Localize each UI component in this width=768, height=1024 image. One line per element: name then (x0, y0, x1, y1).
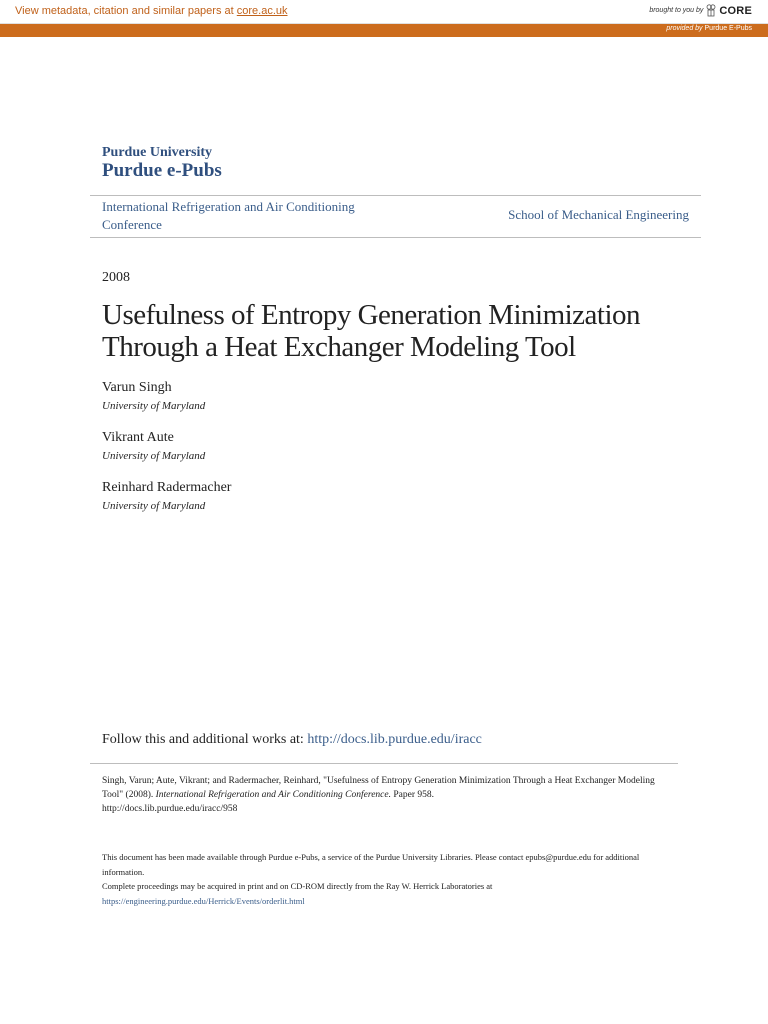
follow-link[interactable]: http://docs.lib.purdue.edu/iracc (307, 732, 482, 747)
core-banner (0, 0, 768, 24)
provided-prefix: provided by (666, 25, 703, 32)
repository-name[interactable]: Purdue e-Pubs (102, 160, 222, 181)
conference-link[interactable]: International Refrigeration and Air Conditioning Conference (102, 199, 355, 232)
core-view-text: View metadata, citation and similar papers at (15, 5, 234, 17)
notice-line-1: This document has been made available through Purdue e-Pubs, a service of the Purdue University Libraries. Please contact epubs@purdue.edu for additional information. (102, 852, 640, 877)
availability-notice (102, 850, 672, 908)
provided-source: Purdue E-Pubs (704, 25, 752, 32)
author-name: Reinhard Radermacher (102, 480, 232, 495)
citation-authors-title: Singh, Varun; Aute, Vikrant; and Radermacher, Reinhard, "Usefulness of Entropy Generation Minimization Through a Heat Exchanger Modeling Tool" (2008). (102, 776, 655, 800)
citation-paper-number: Paper 958. (393, 790, 434, 800)
brought-to-you-text: brought to you by (649, 7, 704, 14)
core-link[interactable]: core.ac.uk (236, 5, 288, 17)
author-name: Vikrant Aute (102, 430, 174, 445)
paper-title: Usefulness of Entropy Generation Minimization Through a Heat Exchanger Modeling Tool (102, 299, 641, 363)
citation-block (102, 774, 662, 816)
herrick-order-link[interactable]: https://engineering.purdue.edu/Herrick/Events/orderlit.html (102, 895, 305, 906)
department-link[interactable]: School of Mechanical Engineering (508, 207, 689, 222)
author-affiliation: University of Maryland (102, 500, 206, 512)
core-brand[interactable] (649, 4, 752, 17)
divider-bottom (90, 237, 701, 238)
author-name: Varun Singh (102, 380, 172, 395)
divider-top (90, 195, 701, 196)
author-affiliation: University of Maryland (102, 450, 206, 462)
citation-venue: International Refrigeration and Air Conditioning Conference. (155, 790, 391, 800)
core-logo-text: CORE (719, 4, 752, 17)
notice-line-2: Complete proceedings may be acquired in print and on CD-ROM directly from the Ray W. Herrick Laboratories at (102, 881, 493, 891)
core-logo-icon (706, 4, 716, 17)
follow-line (102, 732, 482, 748)
divider-citation (90, 763, 678, 764)
provided-by-text (666, 25, 752, 32)
core-provider-bar (0, 24, 768, 37)
citation-url: http://docs.lib.purdue.edu/iracc/958 (102, 804, 238, 814)
publication-year: 2008 (102, 270, 130, 285)
follow-text: Follow this and additional works at: (102, 732, 304, 747)
core-metadata-notice (15, 5, 288, 17)
author-affiliation: University of Maryland (102, 400, 206, 412)
university-name[interactable]: Purdue University (102, 145, 213, 160)
